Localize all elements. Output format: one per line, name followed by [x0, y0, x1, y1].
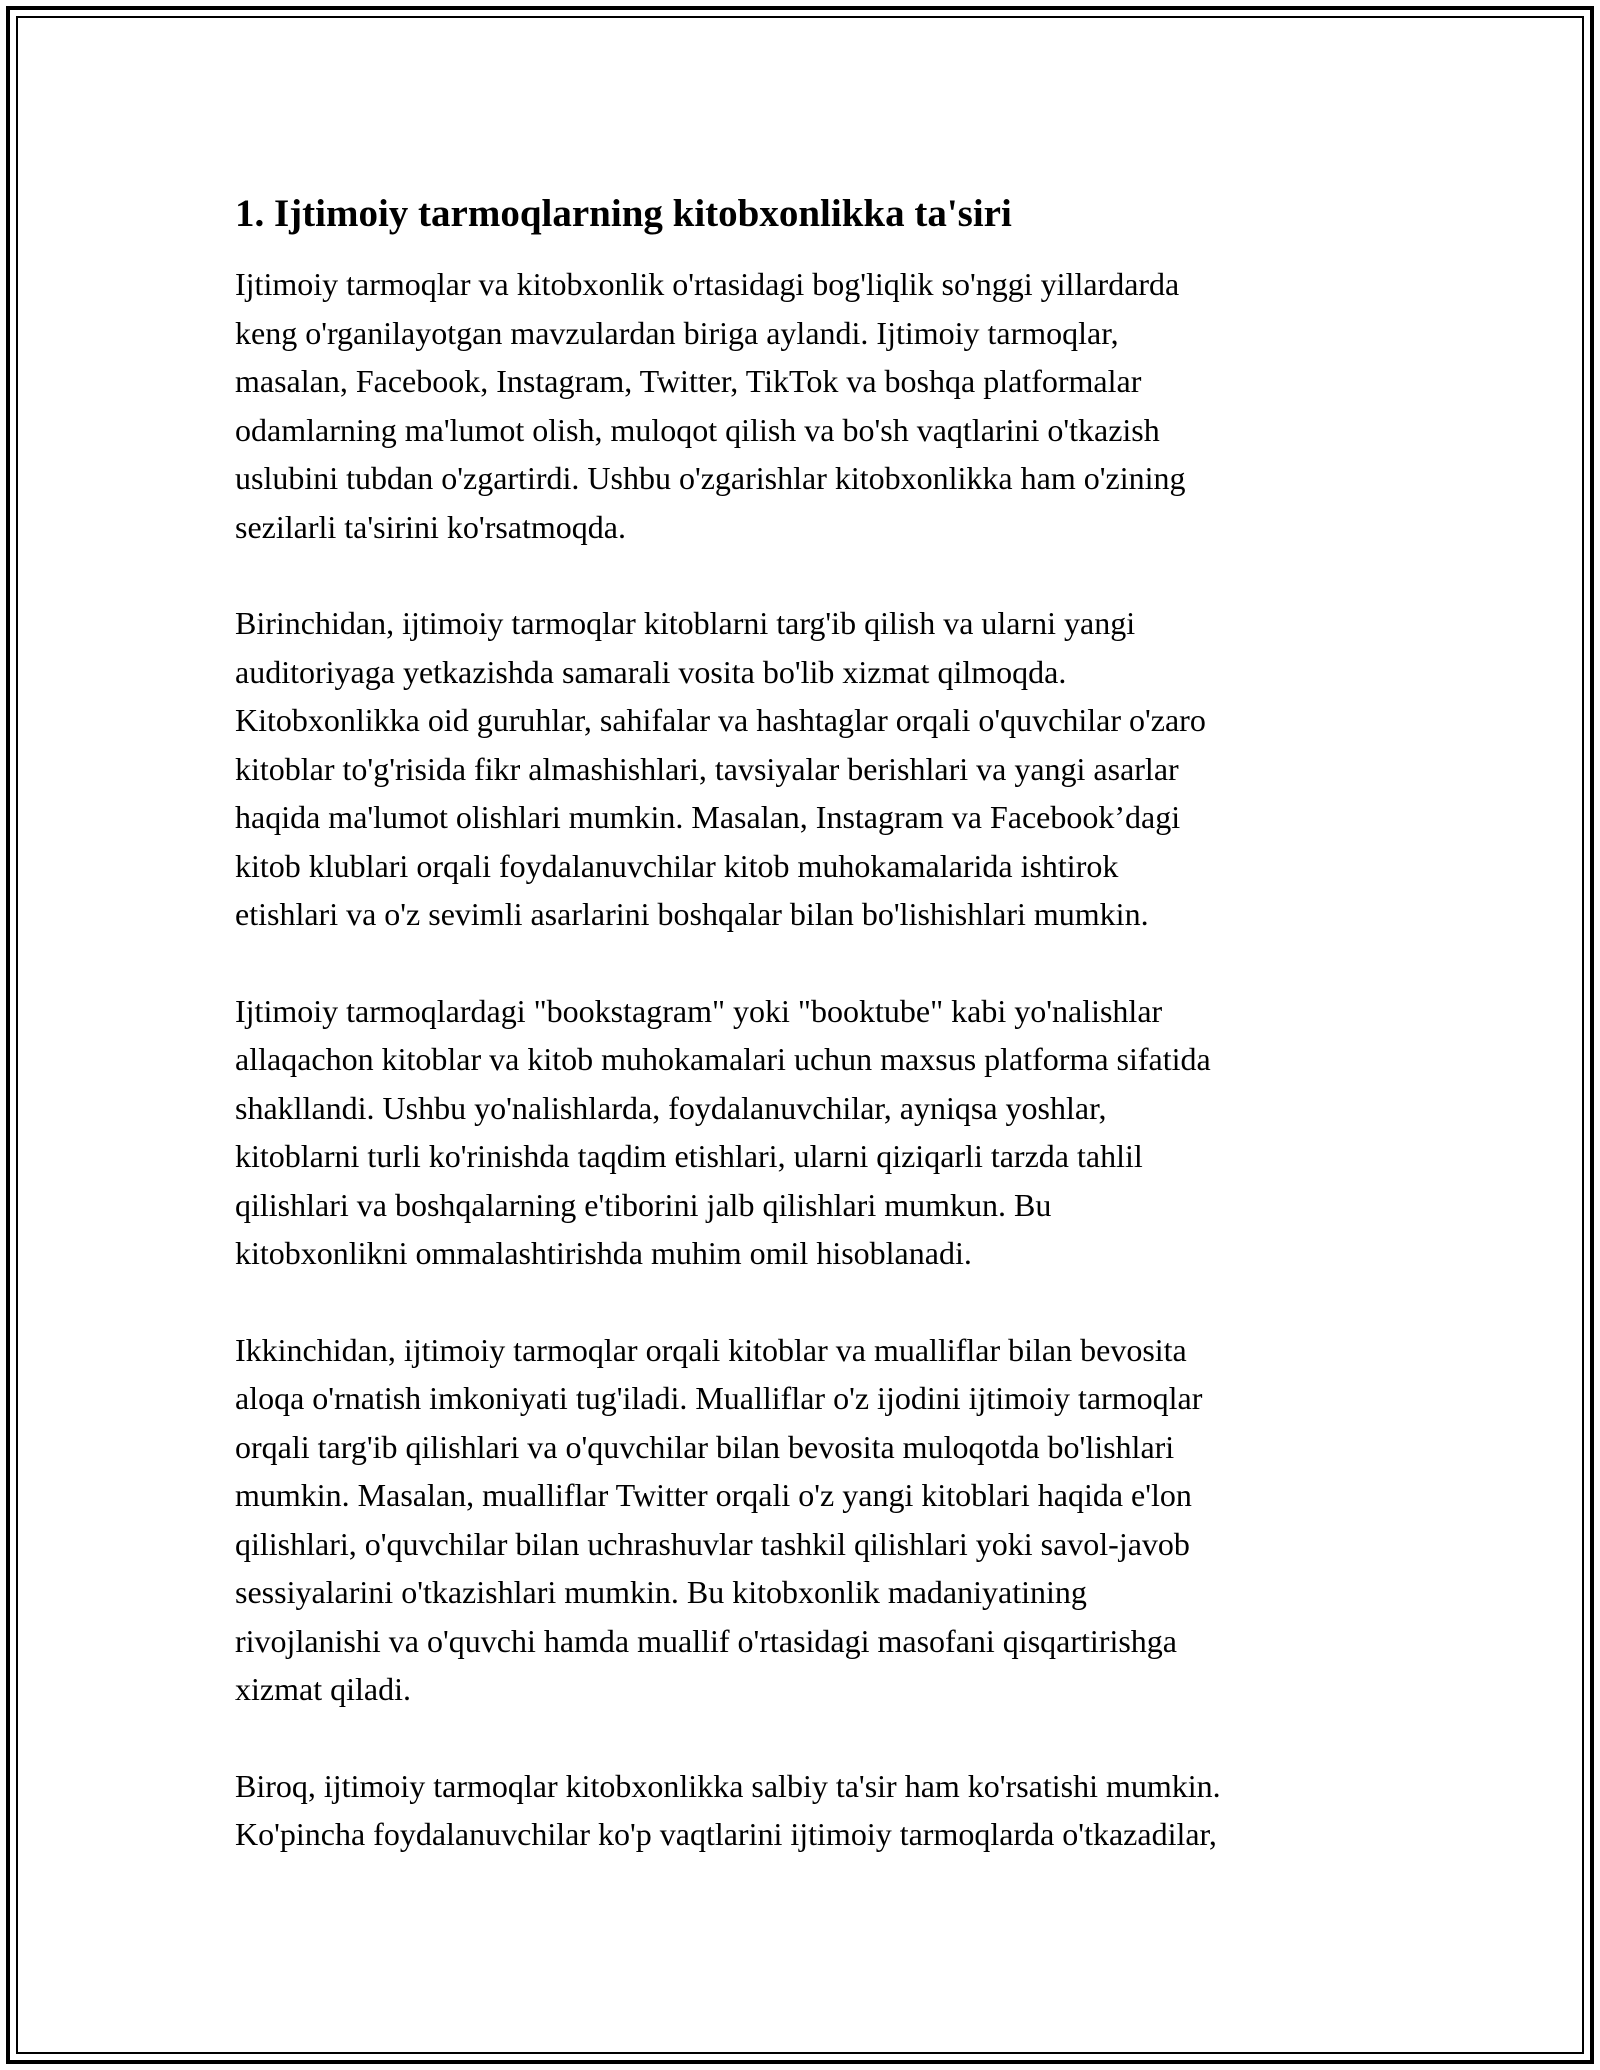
- paragraph-4: Ikkinchidan, ijtimoiy tarmoqlar orqali kitoblar va mualliflar bilan bevosita aloqa o'rnatish imkoniyati tug'iladi. Mualliflar o'z ijodini ijtimoiy tarmoqlar orqali targ'ib qilishlari va o'quvchilar bilan bevosita muloqotda bo'lishlari mumkin. Masalan, mualliflar Twitter orqali o'z yangi kitoblari haqida e'lon qilishlari, o'quvchilar bilan uchrashuvlar tashkil qilishlari yoki savol-javob sessiyalarini o'tkazishlari mumkin. Bu kitobxonlik madaniyatining rivojlanishi va o'quvchi hamda muallif o'rtasidagi masofani qisqartirishga xizmat qiladi.: [235, 1331, 1203, 1707]
- paragraph-3: Ijtimoiy tarmoqlardagi "bookstagram" yoki "booktube" kabi yo'nalishlar allaqachon kitoblar va kitob muhokamalari uchun maxsus platforma sifatida shakllandi. Ushbu yo'nalishlarda, foydalanuvchilar, ayniqsa yoshlar, kitoblarni turli ko'rinishda taqdim etishlari, ularni qiziqarli tarzda tahlil qilishlari va boshqalarning e'tiborini jalb qilishlari mumkun. Bu kitobxonlikni ommalashtirishda muhim omil hisoblanadi.: [235, 992, 1211, 1271]
- document-body: [235, 188, 1395, 1907]
- section-heading: 1. Ijtimoiy tarmoqlarning kitobxonlikka ta'siri: [235, 192, 1012, 235]
- paragraph-2: Birinchidan, ijtimoiy tarmoqlar kitoblarni targ'ib qilish va ularni yangi auditoriyaga yetkazishda samarali vosita bo'lib xizmat qilmoqda. Kitobxonlikka oid guruhlar, sahifalar va hashtaglar orqali o'quvchilar o'zaro kitoblar to'g'risida fikr almashishlari, tavsiyalar berishlari va yangi asarlar haqida ma'lumot olishlari mumkin. Masalan, Instagram va Facebook’dagi kitob klublari orqali foydalanuvchilar kitob muhokamalarida ishtirok etishlari va o'z sevimli asarlarini boshqalar bilan bo'lishishlari mumkin.: [235, 605, 1206, 932]
- paragraph-5: Biroq, ijtimoiy tarmoqlar kitobxonlikka salbiy ta'sir ham ko'rsatishi mumkin. Ko'pincha foydalanuvchilar ko'p vaqtlarini ijtimoiy tarmoqlarda o'tkazadilar,: [235, 1767, 1221, 1852]
- paragraph-1: Ijtimoiy tarmoqlar va kitobxonlik o'rtasidagi bog'liqlik so'nggi yillardarda keng o'rganilayotgan mavzulardan biriga aylandi. Ijtimoiy tarmoqlar, masalan, Facebook, Instagram, Twitter, TikTok va boshqa platformalar odamlarning ma'lumot olish, muloqot qilish va bo'sh vaqtlarini o'tkazish uslubini tubdan o'zgartirdi. Ushbu o'zgarishlar kitobxonlikka ham o'zining sezilarli ta'sirini ko'rsatmoqda.: [235, 266, 1186, 545]
